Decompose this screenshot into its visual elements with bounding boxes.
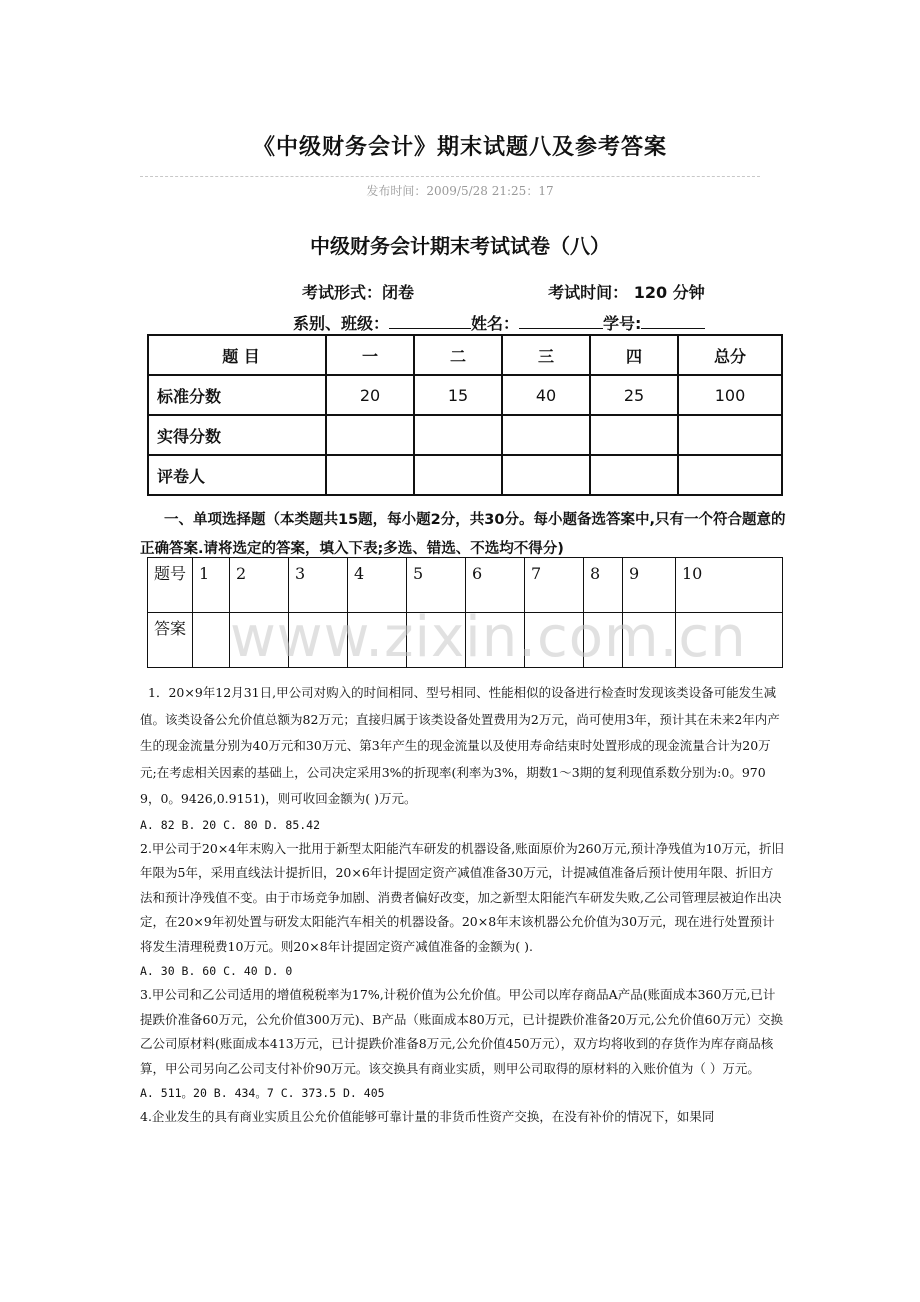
question-list (140, 680, 785, 1130)
question-number: 3 (289, 558, 348, 613)
section-heading: 一、单项选择题（本类题共15题，每小题2分，共30分。每小题备选答案中,只有一个符合题意的正确答案.请将选定的答案，填入下表;多选、错选、不选均不得分) (140, 512, 786, 557)
answer-number-row (148, 558, 783, 613)
score-cell: 100 (678, 375, 782, 415)
question-text: 2.甲公司于20×4年末购入一批用于新型太阳能汽车研发的机器设备,账面原价为260万元,预计净残值为10万元，折旧年限为5年，采用直线法计提折旧，20×6年计提固定资产减值准备30万元，计提减值准备后预计使用年限、折旧方法和预计净残值不变。由于市场竞争加剧、消费者偏好改变，加之新型太阳能汽车研发失败,乙公司管理层被迫作出决定，在20×9年初处置与研发太阳能汽车相关的机器设备。20×8年末该机器公允价值为30万元，现在进行处置预计将发生清理税费10万元。则20×8年计提固定资产减值准备的金额为( ). (140, 840, 784, 954)
answer-cell[interactable] (230, 613, 289, 668)
score-cell[interactable] (502, 455, 590, 495)
answer-cell[interactable] (623, 613, 676, 668)
row-label: 题号 (148, 558, 193, 613)
header-cell: 四 (590, 335, 678, 375)
score-cell: 25 (590, 375, 678, 415)
exam-form: 考试形式：闭卷 (302, 283, 415, 302)
answer-cell[interactable] (193, 613, 230, 668)
exam-title: 中级财务会计期末考试试卷（八） (310, 234, 610, 258)
score-cell[interactable] (414, 415, 502, 455)
publish-time: 发布时间：2009/5/28 21:25：17 (366, 184, 554, 198)
row-label: 答案 (148, 613, 193, 668)
name-blank[interactable] (519, 312, 603, 329)
score-table-header (148, 335, 782, 375)
student-id-label: 学号: (603, 314, 642, 333)
header-cell: 三 (502, 335, 590, 375)
score-cell[interactable] (678, 455, 782, 495)
header-cell: 总分 (678, 335, 782, 375)
question-text: 1．20×9年12月31日,甲公司对购入的时间相同、型号相同、性能相似的设备进行检查时发现该类设备可能发生减值。该类设备公允价值总额为82万元；直接归属于该类设备处置费用为2万元，尚可使用3年，预计其在未来2年内产生的现金流量分别为40万元和30万元、第3年产生的现金流量以及使用寿命结束时处置形成的现金流量合计为20万元;在考虑相关因素的基础上，公司决定采用3%的折现率(利率为3%，期数1～3期的复利现值系数分别为:0。9709，0。9426,0.9151)，则可收回金额为( )万元。 (140, 685, 780, 806)
score-table (147, 334, 783, 496)
title-divider (140, 176, 760, 177)
question-text: 4.企业发生的具有商业实质且公允价值能够可靠计量的非货币性资产交换，在没有补价的情况下，如果同 (140, 1109, 715, 1124)
question-number: 6 (466, 558, 525, 613)
row-label: 标准分数 (148, 375, 326, 415)
score-row-standard (148, 375, 782, 415)
answer-cell[interactable] (348, 613, 407, 668)
row-label: 实得分数 (148, 415, 326, 455)
question-options: A. 30 B. 60 C. 40 D. 0 (140, 964, 293, 978)
dept-class-blank[interactable] (389, 312, 471, 329)
name-label: 姓名： (471, 314, 520, 333)
exam-info-row (302, 280, 705, 303)
page-title: 《中级财务会计》期末试题八及参考答案 (252, 135, 667, 160)
question-options: A. 82 B. 20 C. 80 D. 85.42 (140, 817, 321, 832)
question-number: 8 (584, 558, 623, 613)
answer-table (147, 557, 783, 668)
question-number: 10 (676, 558, 783, 613)
answer-cell[interactable] (525, 613, 584, 668)
question-options: A. 511。20 B. 434。7 C. 373.5 D. 405 (140, 1086, 385, 1100)
question-number: 1 (193, 558, 230, 613)
question-number: 5 (407, 558, 466, 613)
watermark: www.zixin.com.cn (230, 605, 747, 670)
score-cell[interactable] (326, 415, 414, 455)
score-cell[interactable] (414, 455, 502, 495)
student-info-row (293, 311, 705, 334)
answer-cell[interactable] (407, 613, 466, 668)
score-cell[interactable] (678, 415, 782, 455)
answer-cell[interactable] (584, 613, 623, 668)
question-number: 7 (525, 558, 584, 613)
header-cell: 题 目 (148, 335, 326, 375)
score-cell: 20 (326, 375, 414, 415)
question-number: 2 (230, 558, 289, 613)
score-cell[interactable] (590, 415, 678, 455)
dept-class-label: 系别、班级： (293, 314, 390, 333)
score-cell: 40 (502, 375, 590, 415)
header-cell: 二 (414, 335, 502, 375)
answer-row (148, 613, 783, 668)
score-cell[interactable] (590, 455, 678, 495)
score-cell: 15 (414, 375, 502, 415)
question-text: 3.甲公司和乙公司适用的增值税税率为17%,计税价值为公允价值。甲公司以库存商品A产品(账面成本360万元,已计提跌价准备60万元，公允价值300万元)、B产品（账面成本80万元，已计提跌价准备20万元,公允价值60万元）交换乙公司原材料(账面成本413万元，已计提跌价准备8万元,公允价值450万元），双方均将收到的存货作为库存商品核算，甲公司另向乙公司支付补价90万元。该交换具有商业实质，则甲公司取得的原材料的入账价值为（ ）万元。 (140, 987, 784, 1076)
header-cell: 一 (326, 335, 414, 375)
exam-duration: 考试时间： 120 分钟 (548, 283, 705, 302)
question-number: 9 (623, 558, 676, 613)
answer-cell[interactable] (289, 613, 348, 668)
row-label: 评卷人 (148, 455, 326, 495)
answer-cell[interactable] (466, 613, 525, 668)
score-cell[interactable] (502, 415, 590, 455)
student-id-blank[interactable] (641, 312, 705, 329)
score-row-actual (148, 415, 782, 455)
question-number: 4 (348, 558, 407, 613)
score-cell[interactable] (326, 455, 414, 495)
score-row-grader (148, 455, 782, 495)
answer-cell[interactable] (676, 613, 783, 668)
